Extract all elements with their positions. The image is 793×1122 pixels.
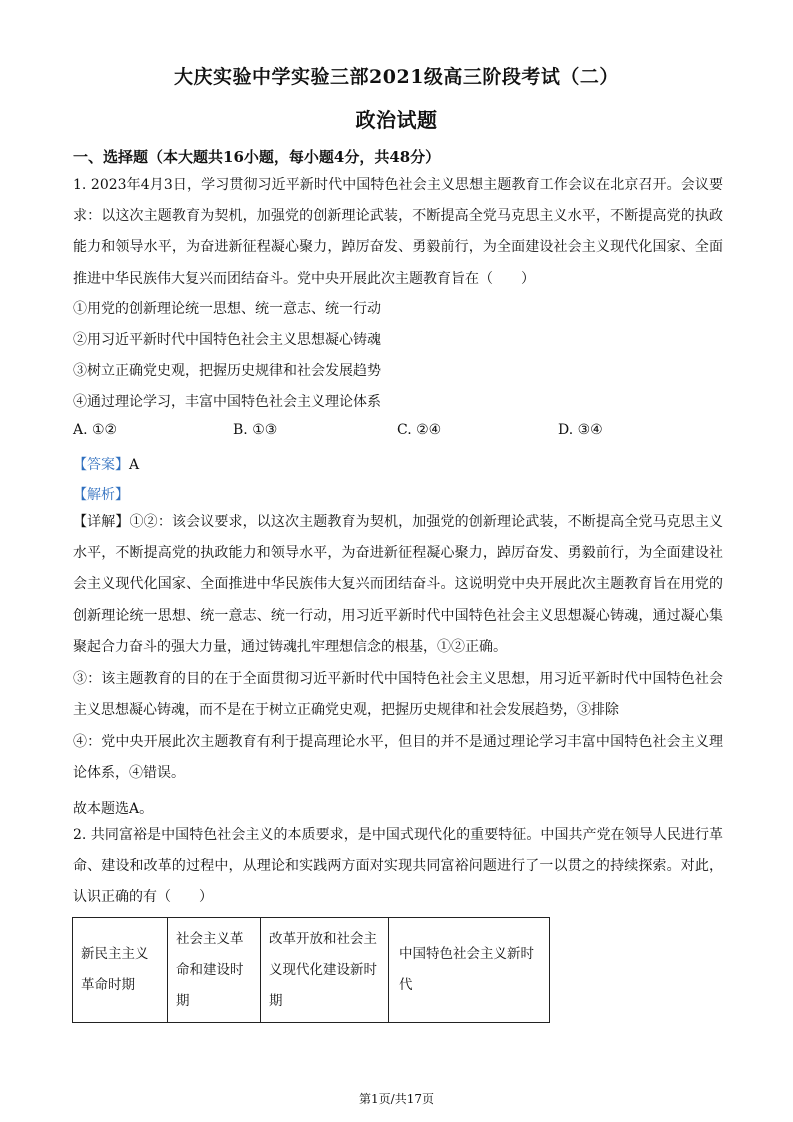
question-1-item-2: ②用习近平新时代中国特色社会主义思想凝心铸魂 — [73, 332, 381, 348]
question-1-option-d: D. ③④ — [558, 422, 603, 438]
question-1-item-1: ①用党的创新理论统一思想、统一意志、统一行动 — [73, 301, 381, 317]
table-cell: 新民主主义革命时期 — [73, 918, 168, 1023]
detail-paragraph-1 — [73, 507, 723, 663]
table-cell: 中国特色社会主义新时代 — [389, 918, 550, 1023]
answer-line — [73, 454, 139, 474]
analysis-line — [73, 484, 129, 504]
table-row — [73, 918, 550, 1023]
detail-paragraph-3: ④：党中央开展此次主题教育有利于提高理论水平，但目的并不是通过理论学习丰富中国特色社会主义理论体系，④错误。 — [73, 734, 723, 782]
answer-value: A — [129, 457, 140, 473]
table-cell: 社会主义革命和建设时期 — [168, 918, 261, 1023]
era-table — [72, 917, 550, 1023]
detail-tag: 【详解】 — [73, 514, 130, 530]
table-cell: 改革开放和社会主义现代化建设新时期 — [261, 918, 389, 1023]
question-1-option-c: C. ②④ — [397, 422, 442, 438]
page-number: 第1页/共17页 — [359, 1092, 434, 1106]
answer-tag: 【答案】 — [73, 457, 129, 473]
exam-subject: 政治试题 — [355, 108, 438, 132]
conclusion-line: 故本题选A。 — [73, 801, 154, 817]
question-2-stem: 2. 共同富裕是中国特色社会主义的本质要求，是中国式现代化的重要特征。中国共产党在领导人民进行革命、建设和改革的过程中，从理论和实践两方面对实现共同富裕问题进行了一以贯之的持续探索。对此，认识正确的有（ ） — [73, 827, 723, 906]
analysis-tag: 【解析】 — [73, 487, 129, 503]
detail-text-1: ①②：该会议要求，以这次主题教育为契机，加强党的创新理论武装，不断提高全党马克思主义水平，不断提高党的执政能力和领导水平，为奋进新征程凝心聚力，踔厉奋发、勇毅前行，为全面建设社会主义现代化国家、全面推进中华民族伟大复兴而团结奋斗。这说明党中央开展此次主题教育旨在用党的创新理论统一思想、统一意志、统一行动，用习近平新时代中国特色社会主义思想凝心铸魂，通过凝心集聚起合力奋斗的强大力量，通过铸魂扎牢理想信念的根基，①②正确。 — [73, 514, 724, 655]
section-heading: 一、选择题（本大题共16小题，每小题4分，共48分） — [73, 148, 441, 166]
exam-title: 大庆实验中学实验三部2021级高三阶段考试（二） — [174, 66, 619, 88]
question-1-item-3: ③树立正确党史观，把握历史规律和社会发展趋势 — [73, 363, 381, 379]
question-1-item-4: ④通过理论学习，丰富中国特色社会主义理论体系 — [73, 394, 381, 410]
question-1-stem: 1. 2023年4月3日，学习贯彻习近平新时代中国特色社会主义思想主题教育工作会议在北京召开。会议要求：以这次主题教育为契机，加强党的创新理论武装，不断提高全党马克思主义水平，不断提高党的执政能力和领导水平，为奋进新征程凝心聚力，踔厉奋发、勇毅前行，为全面建设社会主义现代化国家、全面推进中华民族伟大复兴而团结奋斗。党中央开展此次主题教育旨在（ ） — [73, 177, 723, 287]
question-1-option-b: B. ①③ — [233, 422, 278, 438]
question-1-option-a: A. ①② — [73, 422, 118, 438]
detail-paragraph-2: ③：该主题教育的目的在于全面贯彻习近平新时代中国特色社会主义思想，用习近平新时代中国特色社会主义思想凝心铸魂，而不是在于树立正确党史观，把握历史规律和社会发展趋势，③排除 — [73, 671, 723, 719]
